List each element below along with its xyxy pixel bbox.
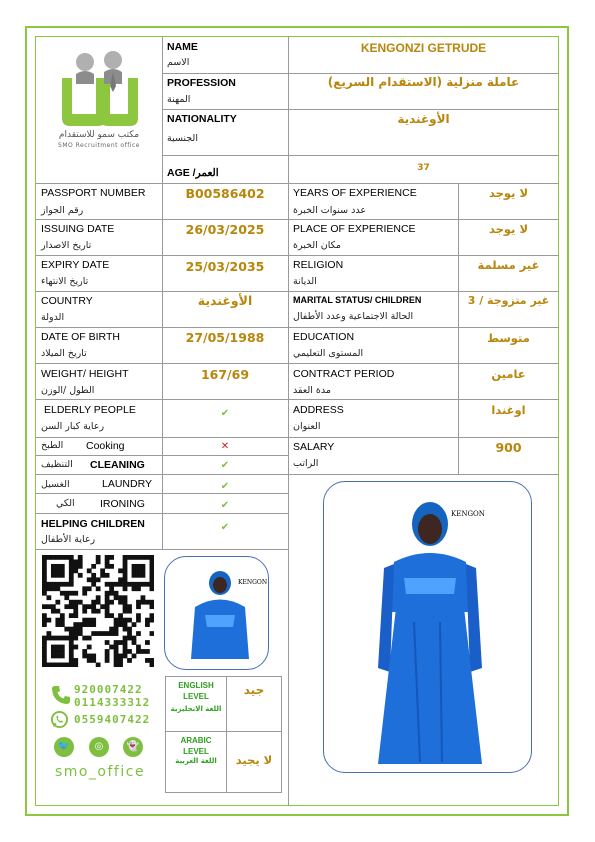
language-table xyxy=(165,676,282,793)
phone-number-1[interactable]: 920007422 xyxy=(74,683,143,696)
place-label-ar: مكان الخبرة xyxy=(293,240,341,251)
arabic-level-label-ar: اللغة العربية xyxy=(175,757,217,765)
row-line-3 xyxy=(162,155,559,156)
row-line-2 xyxy=(162,109,559,110)
place-label: PLACE OF EXPERIENCE xyxy=(293,223,416,235)
twitter-icon[interactable]: 🐦 xyxy=(54,737,74,757)
row-line-4 xyxy=(36,183,559,184)
profession-label: PROFESSION xyxy=(167,77,236,89)
row-line-r3 xyxy=(36,291,559,292)
ironing-label-ar: الكي xyxy=(56,498,75,509)
col-divider-logo xyxy=(162,37,163,183)
place-value: لا يوجد xyxy=(488,222,529,236)
expiry-value: 25/03/2035 xyxy=(185,259,265,274)
nationality-value: الأوغندية xyxy=(397,112,450,126)
elderly-label: ELDERLY PEOPLE xyxy=(44,404,136,416)
row-line-r6 xyxy=(36,399,559,400)
address-value: اوغندا xyxy=(491,403,526,417)
cleaning-label: CLEANING xyxy=(90,459,145,471)
laundry-label: LAUNDRY xyxy=(102,478,152,490)
col-divider-header xyxy=(288,37,289,183)
contract-value: عامين xyxy=(491,367,526,381)
cooking-label-ar: الطبخ xyxy=(41,440,64,451)
country-label-ar: الدولة xyxy=(41,312,65,323)
cooking-cross-icon: ✕ xyxy=(220,441,230,452)
col-divider-center xyxy=(288,183,289,474)
row-line-r8 xyxy=(36,474,559,475)
religion-label: RELIGION xyxy=(293,259,344,271)
age-value: 37 xyxy=(417,163,430,173)
phone-icon xyxy=(50,684,72,706)
logo xyxy=(40,40,158,152)
nationality-label-ar: الجنسية xyxy=(167,133,198,144)
arabic-level-label: ARABIC LEVEL xyxy=(180,736,212,756)
address-label: ADDRESS xyxy=(293,404,344,416)
logo-icon xyxy=(40,40,158,130)
qr-code[interactable] xyxy=(42,555,154,667)
row-line-r5 xyxy=(36,363,559,364)
years-label-ar: عدد سنوات الخبرة xyxy=(293,205,366,216)
elderly-label-ar: رعاية كبار السن xyxy=(41,421,105,432)
expiry-label: EXPIRY DATE xyxy=(41,259,110,271)
ironing-label: IRONING xyxy=(100,498,145,510)
laundry-check-icon: ✔ xyxy=(220,481,230,492)
english-level-label: ENGLISH LEVEL xyxy=(178,681,214,701)
col-divider-skills-lower xyxy=(162,474,163,549)
name-value: KENGONZI GETRUDE xyxy=(360,41,487,55)
qr-code-icon xyxy=(42,555,154,667)
salary-value: 900 xyxy=(495,440,522,455)
english-level-value: جيد xyxy=(243,683,265,697)
phone-number-2[interactable]: 0114333312 xyxy=(74,696,151,709)
education-label: EDUCATION xyxy=(293,331,355,343)
education-value: متوسط xyxy=(487,331,530,345)
snapchat-icon[interactable]: 👻 xyxy=(123,737,143,757)
marital-value: غير متزوجة / 3 xyxy=(467,294,550,307)
person-photo-large xyxy=(324,482,531,772)
laundry-label-ar: الغسيل xyxy=(41,479,70,490)
education-label-ar: المستوى التعليمي xyxy=(293,348,364,359)
dob-value: 27/05/1988 xyxy=(185,330,265,345)
passport-value: B00586402 xyxy=(185,186,265,201)
salary-label-ar: الراتب xyxy=(293,458,319,469)
religion-value: غير مسلمة xyxy=(477,258,540,272)
nationality-label: NATIONALITY xyxy=(167,113,237,125)
person-photo-small xyxy=(165,557,268,669)
salary-label: SALARY xyxy=(293,441,335,453)
col-divider-center-lower xyxy=(288,474,289,806)
logo-name-ar: مكتب سمو للاستقدام xyxy=(58,130,140,140)
row-line-skill4 xyxy=(36,549,288,550)
instagram-icon[interactable]: ◎ xyxy=(89,737,109,757)
years-label: YEARS OF EXPERIENCE xyxy=(293,187,417,199)
contract-label-ar: مدة العقد xyxy=(293,385,331,396)
cooking-label: Cooking xyxy=(86,440,125,452)
name-label: NAME xyxy=(167,41,198,53)
large-photo-caption: KENGON xyxy=(451,510,485,518)
ironing-check-icon: ✔ xyxy=(220,500,230,511)
cleaning-label-ar: التنظيف xyxy=(41,459,73,470)
row-line-r7 xyxy=(36,437,559,438)
row-line-r2 xyxy=(36,255,559,256)
row-line-r1 xyxy=(36,219,559,220)
large-photo xyxy=(323,481,532,773)
whatsapp-icon xyxy=(50,710,69,729)
contract-label: CONTRACT PERIOD xyxy=(293,368,395,380)
social-handle: smo_office xyxy=(54,764,146,780)
dob-label-ar: تاريخ الميلاد xyxy=(41,348,87,359)
country-value: الأوغندية xyxy=(197,293,253,308)
children-label: HELPING CHILDREN xyxy=(41,518,145,530)
passport-label: PASSPORT NUMBER xyxy=(41,187,146,199)
issuing-label-ar: تاريخ الاصدار xyxy=(41,240,92,251)
profession-value: عاملة منزلية (الاستقدام السريع) xyxy=(327,75,520,89)
row-line-r4 xyxy=(36,327,559,328)
address-label-ar: العنوان xyxy=(293,421,321,432)
profession-label-ar: المهنة xyxy=(167,94,191,105)
passport-label-ar: رقم الجواز xyxy=(41,205,84,216)
row-line-1 xyxy=(162,73,559,74)
name-label-ar: الاسم xyxy=(167,57,190,68)
elderly-check-icon: ✔ xyxy=(220,408,230,419)
children-check-icon: ✔ xyxy=(220,522,230,533)
english-level-label-ar: اللغة الانجليزية xyxy=(170,705,222,713)
religion-label-ar: الديانة xyxy=(293,276,317,287)
logo-name-en: SMO Recruitment office xyxy=(58,142,140,149)
country-label: COUNTRY xyxy=(41,295,93,307)
whatsapp-number[interactable]: 0559407422 xyxy=(74,713,151,726)
small-photo xyxy=(164,556,269,670)
marital-label-ar: الحالة الاجتماعية وعدد الأطفال xyxy=(293,311,414,322)
row-line-skill1 xyxy=(36,455,288,456)
dob-label: DATE OF BIRTH xyxy=(41,331,120,343)
expiry-label-ar: تاريخ الانتهاء xyxy=(41,276,89,287)
marital-label: MARITAL STATUS/ CHILDREN xyxy=(293,295,422,305)
weight-label: WEIGHT/ HEIGHT xyxy=(41,368,129,380)
weight-value: 167/69 xyxy=(200,367,250,382)
age-label: AGE /العمر xyxy=(167,167,219,179)
arabic-level-value: لا يجيد xyxy=(235,753,273,767)
cleaning-check-icon: ✔ xyxy=(220,460,230,471)
years-value: لا يوجد xyxy=(488,186,529,200)
issuing-value: 26/03/2025 xyxy=(185,222,265,237)
small-photo-caption: KENGON xyxy=(238,579,268,586)
weight-label-ar: الطول /الوزن xyxy=(41,385,95,396)
issuing-label: ISSUING DATE xyxy=(41,223,115,235)
children-label-ar: رعاية الأطفال xyxy=(41,534,96,545)
